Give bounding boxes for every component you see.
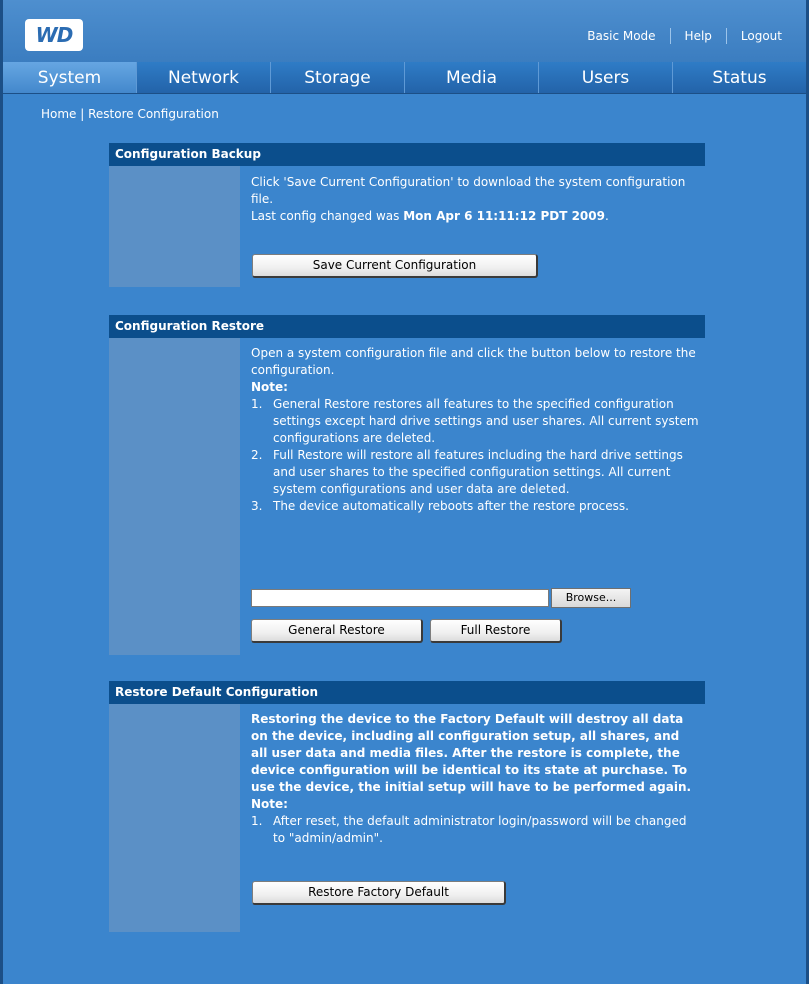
backup-description: Click 'Save Current Configuration' to download the system configuration file. [251, 175, 686, 206]
factory-warning: Restoring the device to the Factory Default will destroy all data on the device, including all configuration setup, all shares, and all user data and media files. After the restore is complete, the device configuration will be identical to its state at purchase. To use the device, the initial setup will have to be performed again. [251, 712, 692, 794]
link-divider [670, 28, 671, 44]
section-body [109, 166, 705, 290]
section-title: Restore Default Configuration [109, 681, 705, 704]
breadcrumb: Home | Restore Configuration [41, 107, 219, 121]
section-content [251, 345, 699, 515]
restore-factory-default-button[interactable]: Restore Factory Default [252, 881, 506, 905]
save-config-button[interactable]: Save Current Configuration [252, 254, 538, 278]
side-pane [109, 338, 240, 655]
section-content [251, 174, 699, 225]
tab-network[interactable]: Network [137, 62, 271, 93]
section-body [109, 704, 705, 934]
general-restore-button[interactable]: General Restore [251, 619, 423, 643]
restore-description: Open a system configuration file and click the button below to restore the configuration. [251, 346, 696, 377]
full-restore-button[interactable]: Full Restore [430, 619, 562, 643]
tab-system[interactable]: System [3, 62, 137, 93]
factory-default-section [109, 681, 705, 934]
last-changed-value: Mon Apr 6 11:11:12 PDT 2009 [403, 209, 605, 223]
factory-notes [251, 813, 699, 847]
header [3, 0, 806, 62]
section-title: Configuration Restore [109, 315, 705, 338]
note-item: 1. After reset, the default administrator login/password will be changed to "admin/admin". [251, 814, 687, 845]
config-backup-section [109, 143, 705, 290]
section-content [251, 711, 699, 847]
tab-storage[interactable]: Storage [271, 62, 405, 93]
section-title: Configuration Backup [109, 143, 705, 166]
browse-button[interactable]: Browse... [551, 588, 631, 608]
basic-mode-link[interactable]: Basic Mode [587, 29, 656, 43]
link-divider [726, 28, 727, 44]
main-nav [3, 62, 806, 94]
note-item: 1. General Restore restores all features to the specified configuration settings except hard drive settings and user shares. All current system configurations are deleted. [251, 397, 699, 445]
side-pane [109, 704, 240, 932]
tab-status[interactable]: Status [712, 68, 767, 88]
help-link[interactable]: Help [684, 29, 712, 43]
last-changed-prefix: Last config changed was [251, 209, 404, 223]
note-label: Note: [251, 797, 288, 811]
config-file-input[interactable] [251, 589, 549, 607]
note-label: Note: [251, 380, 288, 394]
note-item: 2. Full Restore will restore all features including the hard drive settings and user shares to the specified configuration settings. All current system configurations and user data are deleted. [251, 448, 683, 496]
last-changed-suffix: . [604, 209, 609, 223]
side-pane [109, 166, 240, 287]
restore-notes [251, 396, 699, 515]
last-changed-line [251, 208, 699, 225]
note-item: 3. The device automatically reboots after the restore process. [251, 499, 629, 513]
config-restore-section [109, 315, 705, 656]
tab-media[interactable]: Media [405, 62, 539, 93]
wd-logo[interactable]: WD [25, 19, 83, 51]
section-body [109, 338, 705, 656]
tab-users[interactable]: Users [539, 62, 673, 93]
top-links [587, 28, 782, 44]
logout-link[interactable]: Logout [740, 29, 782, 43]
